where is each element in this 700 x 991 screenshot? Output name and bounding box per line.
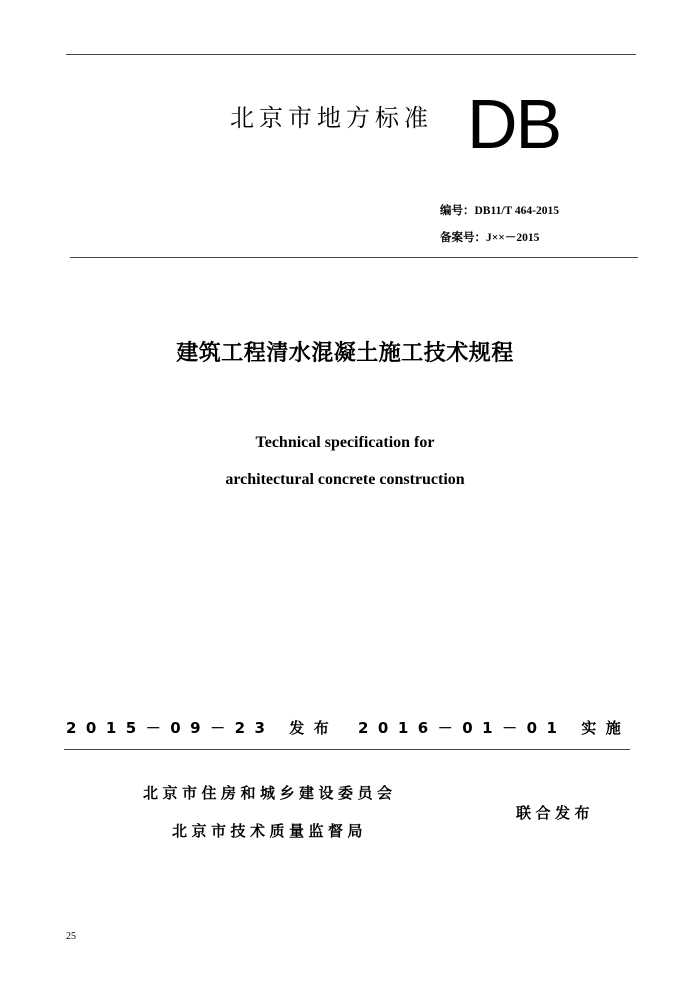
issuer-housing-commission: 北京市住房和城乡建设委员会 <box>143 784 397 802</box>
standard-code: DB <box>467 85 561 163</box>
header-divider <box>70 257 638 258</box>
record-number: 备案号：J××－2015 <box>440 232 540 244</box>
effective-date: 2016－01－01 实施 <box>358 719 631 737</box>
issuer-quality-bureau: 北京市技术质量监督局 <box>172 822 368 840</box>
publish-date: 2015－09－23 发布 <box>66 719 339 737</box>
standard-number: 编号：DB11/T 464-2015 <box>440 205 559 217</box>
document-title-en-line2: architectural concrete construction <box>225 471 465 488</box>
standard-type: 北京市地方标准 <box>230 104 433 132</box>
document-title-zh: 建筑工程清水混凝土施工技术规程 <box>176 341 514 366</box>
page-number: 25 <box>66 931 76 942</box>
top-divider <box>66 54 636 55</box>
joint-issue-label: 联合发布 <box>516 804 595 822</box>
document-title-en-line1: Technical specification for <box>255 434 435 451</box>
dates-divider <box>64 749 630 750</box>
